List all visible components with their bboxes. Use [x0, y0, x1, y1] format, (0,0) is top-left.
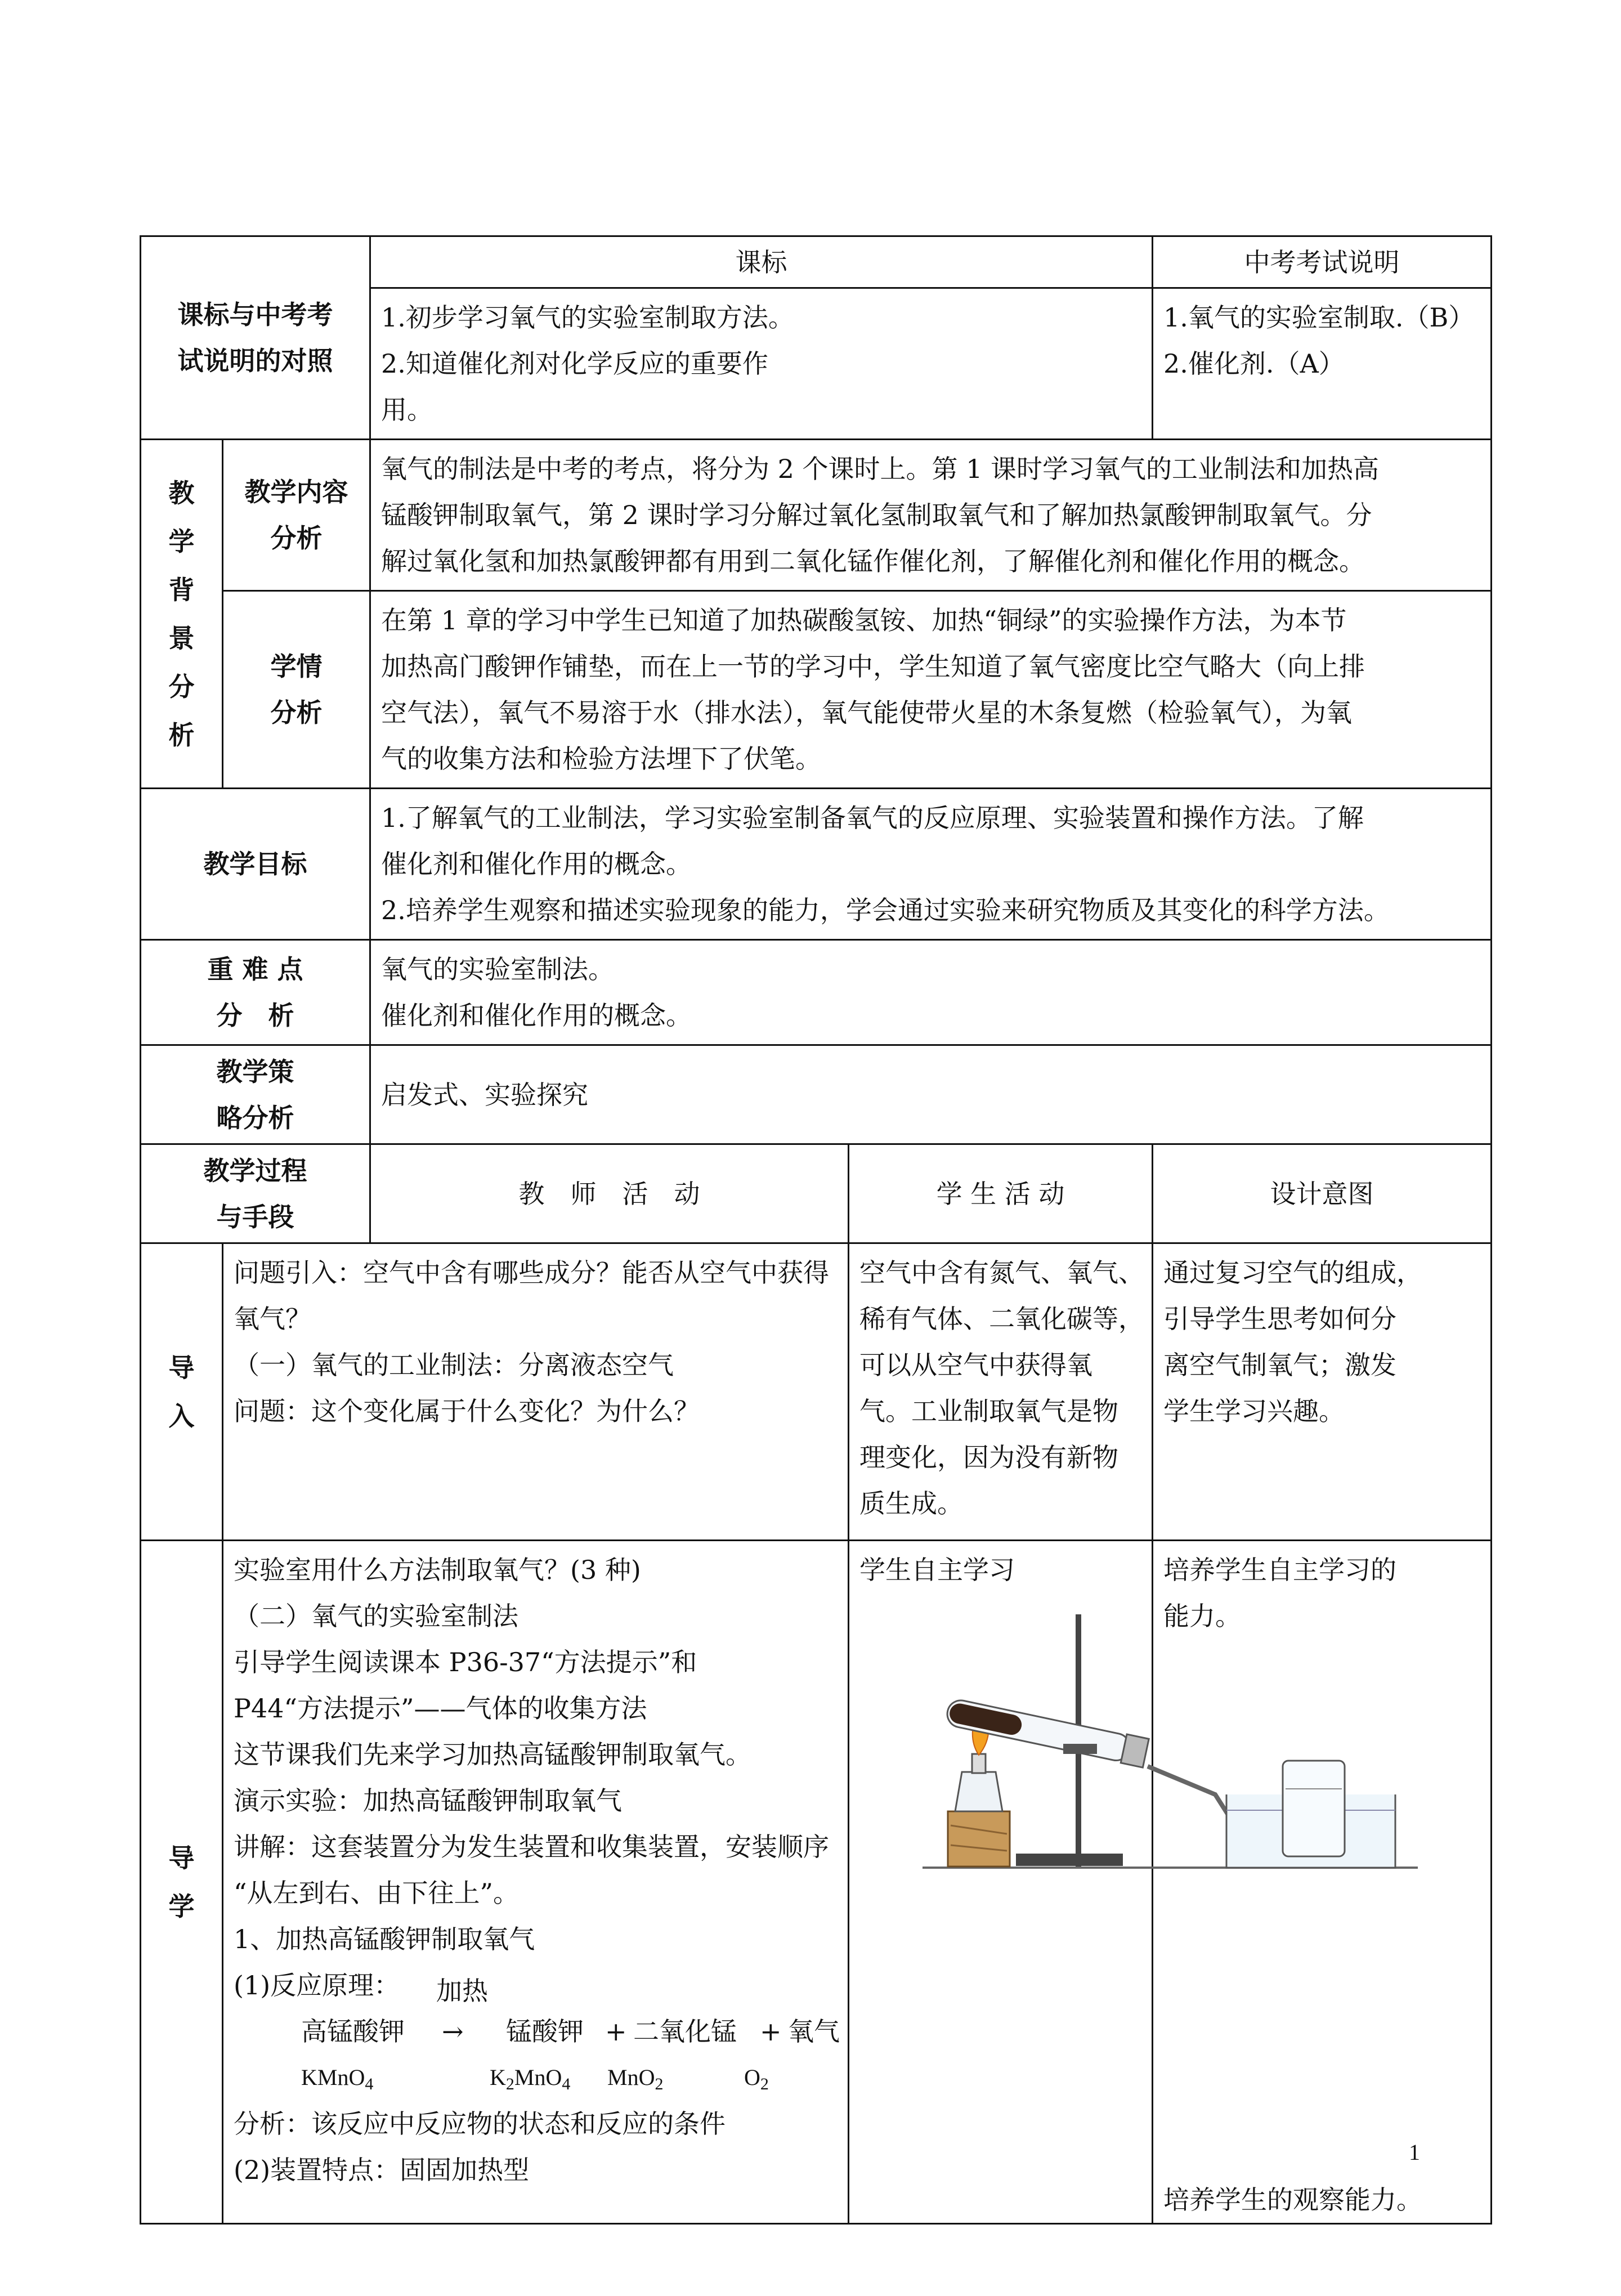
guide-teacher-activity: 实验室用什么方法制取氧气？(3 种) （二）氧气的实验室制法 引导学生阅读课本 P36-37“方法提示”和 P44“方法提示”——气体的收集方法 这节课我们先来学习加热高锰酸钾制取氧气。 演示实验：加热高锰酸钾制取氧气 讲解：这套装置分为发生装置和收集装置，安装顺序 “从左到右、由下往上”。 1、加热高锰酸钾制取氧气 (1)反应原理： 加热 高锰酸钾 → 锰酸钾 + 二氧化锰 + 氧气 KMnO$_4$ $K_2MnO_4$ MnO$_2$ $O_2$ 分析：该反应中反应物的状态和反应的条件 (2)装置特点：固固加热型 [223, 1541, 849, 2224]
strategy-label: 教学策 略分析 [141, 1045, 370, 1144]
curriculum-requirements: 1.初步学习氧气的实验室制取方法。 2.知道催化剂对化学反应的重要作 用。 [370, 288, 1153, 440]
student-activity-header: 学 生 活 动 [849, 1144, 1153, 1243]
stand-base [1016, 1854, 1123, 1866]
guide-design-intent: 培养学生自主学习的 能力。 培养学生的观察能力。 [1153, 1541, 1492, 2224]
teacher-activity-header: 教 师 活 动 [370, 1144, 849, 1243]
reaction-condition: 加热 [436, 1976, 488, 2006]
product-3-name: 氧气 [788, 2016, 840, 2047]
lesson-plan-table [140, 235, 1492, 2225]
reactant-name: 高锰酸钾 [301, 2016, 405, 2047]
intro-teacher-activity: 问题引入：空气中含有哪些成分？能否从空气中获得 氧气？ （一）氧气的工业制法：分离液态空气 问题：这个变化属于什么变化？为什么？ [223, 1243, 849, 1541]
product-1-formula: $K_2MnO_4$ [490, 2065, 571, 2093]
guide-student-activity: 学生自主学习 [849, 1541, 1153, 2224]
page-number: 1 [1409, 2140, 1420, 2165]
wooden-block [948, 1811, 1010, 1867]
content-analysis-label: 教学内容 分析 [223, 440, 370, 591]
process-label: 教学过程 与手段 [141, 1144, 370, 1243]
product-1-name: 锰酸钾 [506, 2016, 584, 2047]
exam-column-header: 中考考试说明 [1153, 236, 1492, 288]
plus-sign-2: + [760, 2016, 782, 2047]
intro-design-intent: 通过复习空气的组成， 引导学生思考如何分 离空气制氧气；激发 学生学习兴趣。 [1153, 1243, 1492, 1541]
standards-row-label: 课标与中考考 试说明的对照 [141, 236, 370, 440]
strategy-text: 启发式、实验探究 [370, 1045, 1492, 1144]
product-2-name: 二氧化锰 [633, 2016, 737, 2047]
reactant-formula: KMnO$_4$ [301, 2065, 374, 2093]
reaction-arrow: → [442, 2016, 464, 2047]
clamp [1063, 1744, 1097, 1754]
curriculum-column-header: 课标 [370, 236, 1153, 288]
product-3-formula: $O_2$ [744, 2065, 769, 2093]
objectives-label: 教学目标 [141, 789, 370, 940]
guide-label: 导 学 [141, 1541, 223, 2224]
intro-student-activity: 空气中含有氮气、氧气、 稀有气体、二氧化碳等， 可以从空气中获得氧 气。工业制取氧气是物 理变化，因为没有新物 质生成。 [849, 1243, 1153, 1541]
student-analysis-label: 学情 分析 [223, 591, 370, 789]
key-points-text: 氧气的实验室制法。 催化剂和催化作用的概念。 [370, 940, 1492, 1045]
teaching-background-label: 教 学 背 景 分 析 [141, 440, 223, 789]
exam-requirements: 1.氧气的实验室制取.（B） 2.催化剂.（A） [1153, 288, 1492, 440]
plus-sign-1: + [605, 2016, 627, 2047]
objectives-text: 1.了解氧气的工业制法，学习实验室制备氧气的反应原理、实验装置和操作方法。了解 催化剂和催化作用的概念。 2.培养学生观察和描述实验现象的能力，学会通过实验来研究物质及其变化的科学方法。 [370, 789, 1492, 940]
product-2-formula: MnO$_2$ [607, 2065, 664, 2093]
reaction-equation [234, 1976, 840, 2149]
key-points-label: 重 难 点 分 析 [141, 940, 370, 1045]
intro-label: 导 入 [141, 1243, 223, 1541]
alcohol-lamp [955, 1772, 1002, 1811]
design-intent-header: 设计意图 [1153, 1144, 1492, 1243]
student-analysis-text: 在第 1 章的学习中学生已知道了加热碳酸氢铵、加热“铜绿”的实验操作方法，为本节 加热高门酸钾作铺垫，而在上一节的学习中，学生知道了氧气密度比空气略大（向上排 空气法），氧气不易溶于水（排水法），氧气能使带火星的木条复燃（检验氧气），为氧 气的收集方法和检验方法埋下了伏笔。 [370, 591, 1492, 789]
content-analysis-text: 氧气的制法是中考的考点，将分为 2 个课时上。第 1 课时学习氧气的工业制法和加热高 锰酸钾制取氧气，第 2 课时学习分解过氧化氢制取氧气和了解加热氯酸钾制取氧气。分 解过氧化氢和加热氯酸钾都有用到二氧化锰作催化剂，了解催化剂和催化作用的概念。 [370, 440, 1492, 591]
